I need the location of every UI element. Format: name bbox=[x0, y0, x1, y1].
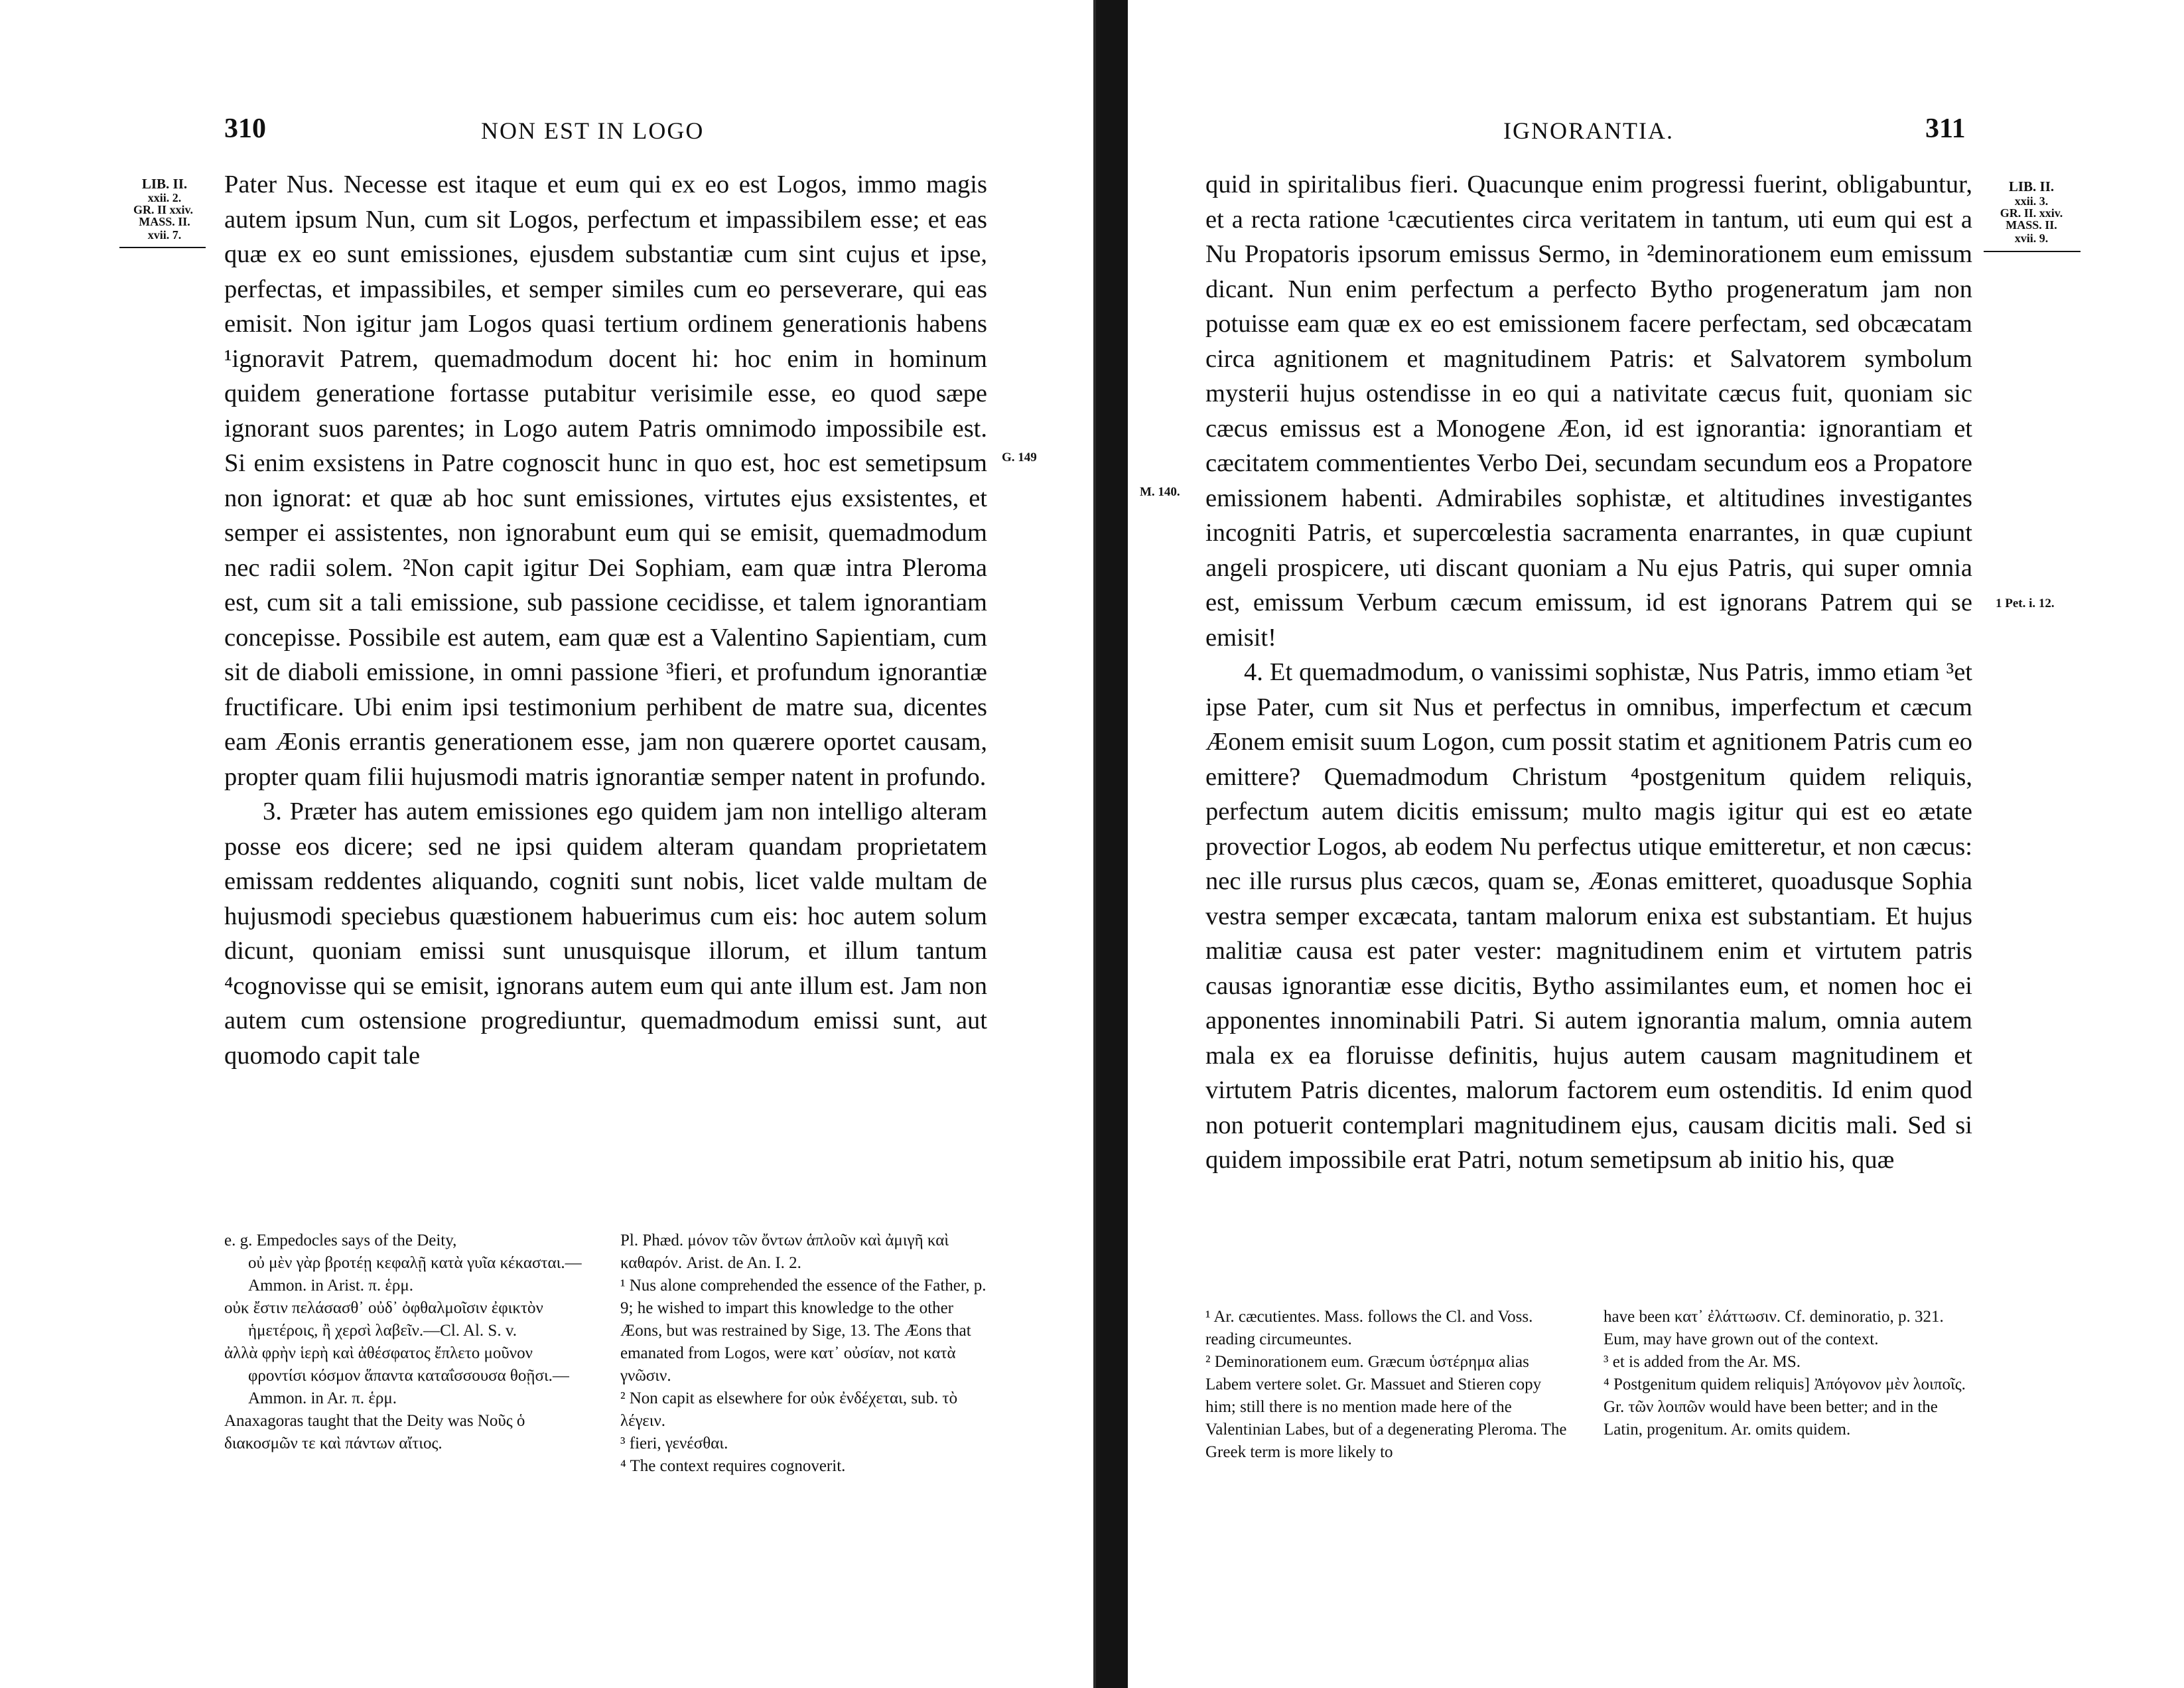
side-note-g: G. 149 bbox=[1002, 451, 1037, 464]
page-number-left: 310 bbox=[224, 113, 266, 144]
gutter-edge bbox=[1093, 0, 1096, 1688]
footnote: Pl. Phæd. μόνον τῶν ὄντων ἁπλοῦν καὶ ἀμιγῆ καὶ καθαρόν. Arist. de An. I. 2. bbox=[620, 1231, 949, 1272]
margin-ref-line: GR. II xxiv. bbox=[133, 203, 194, 216]
footnote: ¹ Nus alone comprehended the essence of the Father, p. 9; he wished to impart this knowledge to the other Æons, but was restrained by Sige, 13. The Æons that emanated from Logos, were κατ᾽ οὐσίαν, not κατὰ γνῶσιν. bbox=[620, 1277, 987, 1385]
margin-ref-line: MASS. II. bbox=[139, 215, 190, 228]
margin-rule bbox=[1984, 251, 2081, 252]
running-head-right: IGNORANTIA. bbox=[1503, 117, 1674, 144]
right-page bbox=[1128, 0, 2184, 1688]
margin-ref-line: xvii. 7. bbox=[147, 228, 182, 242]
margin-rule bbox=[119, 247, 206, 248]
main-text-left bbox=[224, 167, 987, 1073]
side-note-pet: 1 Pet. i. 12. bbox=[1996, 597, 2055, 610]
footnotes-left-col1 bbox=[224, 1230, 593, 1455]
footnote: ¹ Ar. cæcutientes. Mass. follows the Cl. and Voss. reading circumeuntes. bbox=[1205, 1308, 1533, 1348]
running-head-left: NON EST IN LOGO bbox=[481, 117, 705, 144]
margin-ref-line: MASS. II. bbox=[2006, 218, 2057, 232]
footnotes-left-col2 bbox=[620, 1230, 989, 1478]
margin-ref-line: xxii. 2. bbox=[147, 191, 182, 204]
footnote: ² Deminorationem eum. Græcum ὑστέρημα alias Labem vertere solet. Gr. Massuet and Stieren copy him; still there is no mention made here of the Valentinian Labes, but of a degenerating Pleroma. The Greek term is more likely to bbox=[1205, 1353, 1567, 1461]
margin-ref-line: LIB. II. bbox=[141, 176, 188, 192]
paragraph: 3. Præter has autem emissiones ego quidem jam non intelligo alteram posse eos dicere; sed ne ipsi quidem alteram quandam proprietatem emissam reddentes aliquando, cogniti sunt nobis, licet valde multam de hujusmodi speciebus quæstionem habuerimus cum eis: hoc autem solum dicunt, quoniam emissi sunt unusquisque illorum, et illum tantum ⁴cognovisse qui se emisit, ignorans autem eum qui ante illum est. Jam non autem cum ostensione progrediuntur, quemadmodum emissi sunt, aut quomodo capit tale bbox=[224, 798, 987, 1070]
footnote: ⁴ Postgenitum quidem reliquis] Ἀπόγονον μὲν λοιποῖς. Gr. τῶν λοιπῶν would have been better; and in the Latin, progenitum. Ar. omits quidem. bbox=[1604, 1375, 1966, 1439]
footnote: Anaxagoras taught that the Deity was Νοῦς ὁ διακοσμῶν τε καὶ πάντων αἴτιος. bbox=[224, 1412, 525, 1452]
footnote: ⁴ The context requires cognoverit. bbox=[620, 1457, 846, 1475]
footnote: φροντίσι κόσμον ἅπαντα καταΐσσουσα θοῇσι.—Ammon. in Ar. π. ἑρμ. bbox=[248, 1367, 569, 1407]
footnote: ἀλλὰ φρὴν ἱερὴ καὶ ἀθέσφατος ἔπλετο μοῦνον bbox=[224, 1344, 533, 1362]
footnote: ³ fieri, γενέσθαι. bbox=[620, 1435, 728, 1452]
page-number-right: 311 bbox=[1925, 113, 1966, 144]
footnotes-right-col1 bbox=[1205, 1306, 1569, 1464]
footnote: οὐκ ἔστιν πελάσασθ᾽ οὐδ᾽ ὀφθαλμοῖσιν ἐφικτὸν bbox=[224, 1299, 543, 1317]
footnote: e. g. Empedocles says of the Deity, bbox=[224, 1231, 457, 1249]
side-note-m: M. 140. bbox=[1140, 485, 1180, 499]
paragraph: Pater Nus. Necesse est itaque et eum qui ex eo est Logos, immo magis autem ipsum Nun, cum sit Logos, perfectum et impassibilem esse; et eas quæ ex eo sunt emissiones, ejusdem substantiæ cum sint cujus et ipse, perfectas, et impassibiles, et semper similes cum eo perseverare, qui eas emisit. Non igitur jam Logos quasi tertium ordinem generationis habens ¹ignoravit Patrem, quemadmodum docent hi: hoc enim in hominum quidem generatione fortasse putabitur verisimile esse, eo quod sæpe ignorant suos parentes; in Logo autem Patris omnimodo impossibile est. Si enim exsistens in Patre cognoscit hunc in quo est, hoc est semetipsum non ignorat: et quæ ab hoc sunt emissiones, virtutes ejus exsistentes, et semper ei assistentes, non ignorabunt eum qui se emisit, quemadmodum nec radii solem. ²Non capit igitur Dei Sophiam, eam quæ intra Pleroma est, cum sit a tali emissione, sub passione cecidisse, et talem ignorantiam concepisse. Possibile est autem, eam quæ est a Valentino Sapientiam, cum sit de diaboli emissione, in omni passione ³fieri, et profundum ignorantiæ fructificare. Ubi enim ipsi testimonium perhibent de matre sua, dicentes eam Æonis errantis generationem esse, jam non quærere oportet causam, propter quam filii hujusmodi matris ignorantiæ semper natent in profundo. bbox=[224, 171, 987, 791]
paragraph: quid in spiritalibus fieri. Quacunque enim progressi fuerint, obligabuntur, et a recta ratione ¹cæcutientes circa veritatem in tantum, uti eum qui est a Nu Propatoris ipsorum emissus Sermo, in ²deminorationem eum emissum dicant. Nun enim perfectum a perfecto Bytho progeneratum jam non potuisse eam quæ ex eo est emissionem facere perfectam, sed obcæcatam circa agnitionem et magnitudinem Patris: et Salvatorem symbolum mysterii hujus ostendisse in eo qui a nativitate cæcus fuit, quoniam sic cæcus emissus est a Monogene Æon, id est ignorantia: ignorantiam et cæcitatem commentientes Verbo Dei, secundam secundum eos a Propatore emissionem habenti. Admirabiles sophistæ, et altitudines investigantes incogniti Patris, et supercœlestia sacramenta enarrantes, in quæ cupiunt angeli prospicere, uti discant quoniam a Nu ejus Patris, qui super omnia est, emissum Verbum cæcum emissum, id est ignorans Patrem qui se emisit! bbox=[1205, 171, 1972, 652]
footnote: have been κατ᾽ ἐλάττωσιν. Cf. deminoratio, p. 321. Eum, may have grown out of the context. bbox=[1604, 1308, 1944, 1348]
footnote: ἡμετέροις, ἢ χερσὶ λαβεῖν.—Cl. Al. S. v. bbox=[248, 1322, 517, 1340]
book-gutter bbox=[1095, 0, 1128, 1688]
main-text-right bbox=[1205, 167, 1972, 1178]
footnote: ³ et is added from the Ar. MS. bbox=[1604, 1353, 1801, 1371]
margin-ref-line: xxii. 3. bbox=[2014, 194, 2049, 208]
footnote: ² Non capit as elsewhere for οὐκ ἐνδέχεται, sub. τὸ λέγειν. bbox=[620, 1389, 958, 1430]
footnote: οὐ μὲν γὰρ βροτέῃ κεφαλῇ κατὰ γυῖα κέκασται.—Ammon. in Arist. π. ἑρμ. bbox=[248, 1254, 582, 1295]
paragraph: 4. Et quemadmodum, o vanissimi sophistæ, Nus Patris, immo etiam ³et ipse Pater, cum sit Nus et perfectus in omnibus, imperfectum et cæcum Æonem emisit suum Logon, cum possit statim et agnitionem Patris cum eo emittere? Quemadmodum Christum ⁴postgenitum quidem reliquis, perfectum autem dicitis emissum; multo magis igitur qui est eo ætate provectior Logos, ab eodem Nu perfectus utique emitteretur, et non cæcus: nec ille rursus plus cæcos, quam se, Æonas emitteret, quoadusque Sophia vestra semper excæcata, tantam malorum enixa est substantiam. Et hujus malitiæ causa est pater vester: magnitudinem enim et virtutem patris causas ignorantiæ esse dicitis, Bytho assimilantes eum, et nomen hoc ei apponentes innominabili Patri. Si autem ignorantia malum, omnia autem mala ex ea floruisse definitis, hujus autem causam magnitudinem et virtutem Patris dicentes, malorum factorem eum ostenditis. Id enim quod non potuerit contemplari magnitudinem ejus, causam dicitis mali. Sed si quidem impossibile erat Patri, notum semetipsum ab initio his, quæ bbox=[1205, 658, 1972, 1174]
margin-ref-line: LIB. II. bbox=[2008, 178, 2055, 194]
margin-ref-line: GR. II. xxiv. bbox=[2000, 206, 2063, 220]
footnotes-right-col2 bbox=[1604, 1306, 1972, 1441]
margin-ref-line: xvii. 9. bbox=[2014, 232, 2049, 245]
